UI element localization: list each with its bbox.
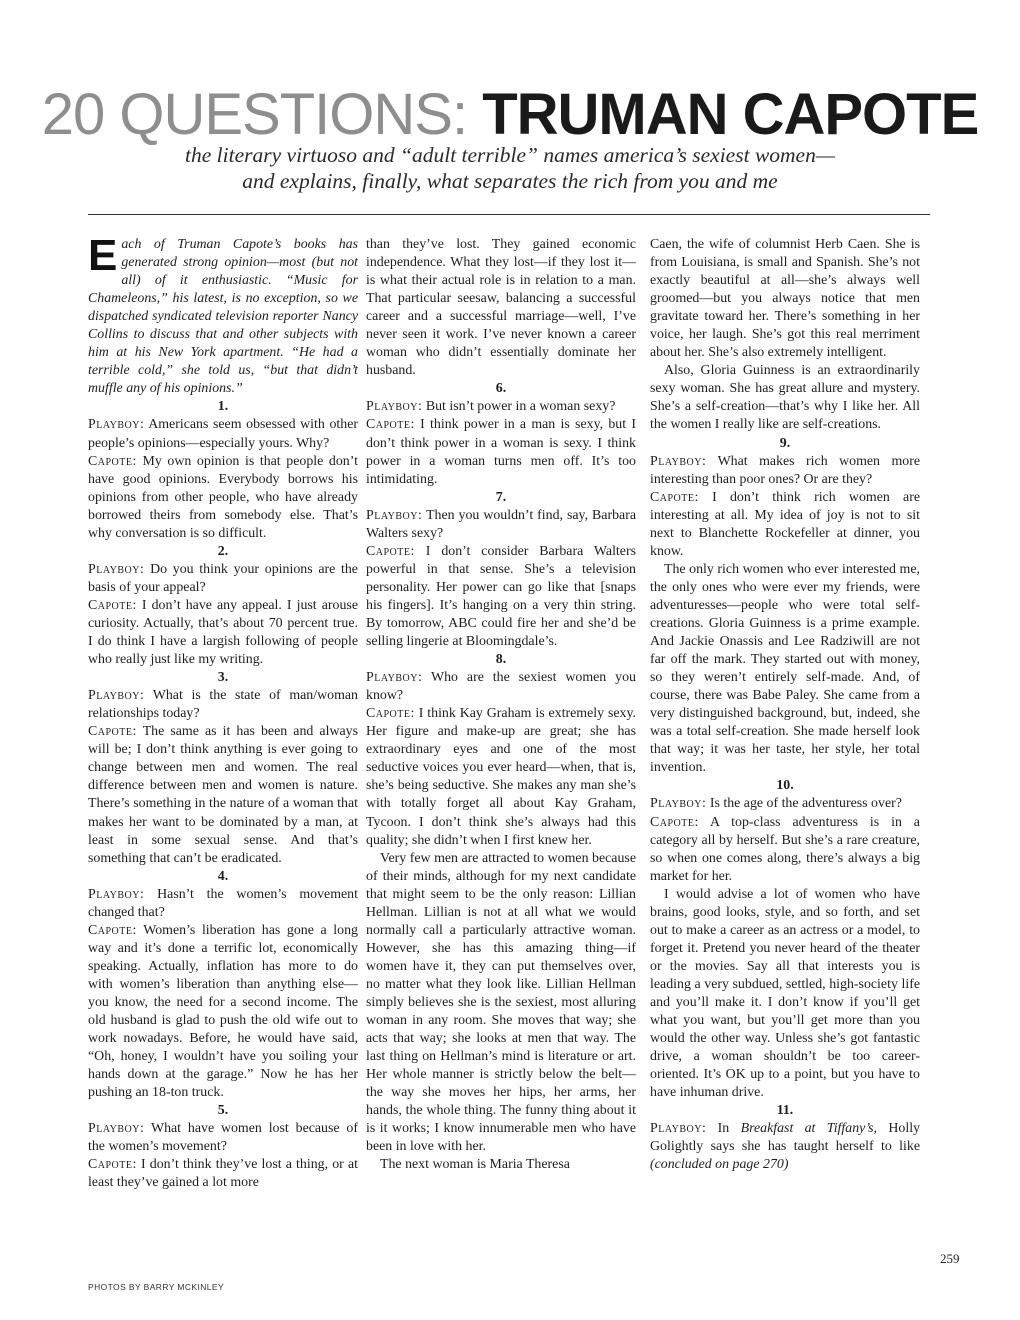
question: Playboy: Is the age of the adventuress over? [650, 796, 902, 812]
answer: Capote: I think Kay Graham is extremely sexy. Her figure and make-up are great; she has extraordinary eyes and one of the most seductive voices you ever heard—when, that is, she’s being seductive. She makes any man she’s with totally forget all about Kay Graham, Tycoon. I don’t think she’s always had this quality; she didn’t when I first knew her. [366, 706, 636, 848]
body-paragraph: than they’ve lost. They gained economic independence. What they lost—if they lost it—is what their actual role is in relation to a man. That particular seesaw, balancing a successful career and a successful marriage—well, I’ve never seen it work. I’ve never known a career woman who didn’t essentially dominate her husband. [366, 237, 636, 379]
question-number: 4. [217, 868, 229, 884]
question-number: 10. [776, 778, 794, 794]
column-1 [88, 231, 358, 1192]
question-number: 6. [495, 381, 507, 397]
answer: Capote: A top-class adventuress is in a category all by herself. But she’s a rare creature, so when one comes along, there’s always a big market for her. [650, 814, 920, 884]
answer: Capote: My own opinion is that people don’t have good opinions. Everybody borrows his opinions from other people, who have already borrowed theirs from somebody else. That’s why conversation is so difficult. [88, 453, 358, 541]
page-number: 259 [940, 1251, 960, 1266]
answer: Capote: I don’t think rich women are interesting at all. My idea of joy is not to sit next to Blanchette Rockefeller at dinner, you know. [650, 489, 920, 559]
continued-note: (concluded on page 270) [650, 1157, 789, 1173]
question-number: 3. [217, 670, 229, 686]
body-paragraph: Caen, the wife of columnist Herb Caen. She is from Louisiana, is small and Spanish. She’s not exactly beautiful at all—she’s always well groomed—but you always notice that men gravitate toward her. There’s something in her voice, her laugh. She’s got this real merriment about her. She’s also extremely intelligent. [650, 237, 920, 361]
page-title: 20 QUESTIONS: TRUMAN CAPOTE [41, 82, 979, 147]
answer: Capote: I don’t think they’ve lost a thing, or at least they’ve gained a lot more [88, 1157, 358, 1191]
answer: Capote: I think power in a man is sexy, but I don’t think power in a woman is sexy. I think power in a woman turns men off. It’s too intimidating. [366, 417, 636, 487]
question: Playboy: What have women lost because of the women’s movement? [88, 1121, 358, 1155]
question-number: 8. [495, 652, 507, 668]
question: Playboy: In Breakfast at Tiffany’s, Holly Golightly says she has taught herself to like (concluded on page 270) [650, 1121, 921, 1173]
body-paragraph: Very few men are attracted to women because of their minds, although for my next candidate that might seem to be the only reason: Lillian Hellman. Lillian is not at all what we would normally call a particularly attractive woman. However, she has this amazing thing—if women have it, they can put themselves over, no matter what they look like. Lillian Hellman simply believes she is the sexiest, most alluring woman in any room. She moves that way; she acts that way; she looks at men that way. The last thing on Hellman’s mind is literature or art. Her whole manner is strictly below the belt—the way she moves her hips, her arms, her hands, the whole thing. The funny thing about it is it works; I know innumerable men who have been in love with her. [366, 850, 636, 1155]
question: Playboy: What is the state of man/woman relationships today? [88, 688, 358, 722]
question: Playboy: Americans seem obsessed with other people’s opinions—especially yours. Why? [88, 417, 358, 451]
subtitle: the literary virtuoso and “adult terrible” names america’s sexiest women— and explains, finally, what separates the rich from you and me [185, 143, 835, 193]
question: Playboy: Do you think your opinions are the basis of your appeal? [88, 561, 358, 595]
question: Playboy: Hasn’t the women’s movement changed that? [88, 886, 358, 920]
drop-cap: E [88, 231, 118, 280]
question-number: 1. [217, 399, 229, 415]
body-paragraph: The next woman is Maria Theresa [380, 1157, 570, 1173]
question-number: 5. [217, 1103, 229, 1119]
body-paragraph: The only rich women who ever interested me, the only ones who were ever my friends, were adventuresses—people who were total self-creations. Gloria Guinness is a prime example. And Jackie Onassis and Lee Radziwill are not far off the mark. They started out with money, so they weren’t entirely self-made. And, of course, there was Babe Paley. She came from a very distinguished background, but, indeed, she was a total self-creation. She made herself look that way; it was her taste, her style, her total invention. [650, 561, 920, 776]
question-number: 9. [779, 435, 791, 451]
column-3 [650, 236, 920, 1174]
question: Playboy: But isn’t power in a woman sexy? [366, 399, 616, 415]
answer: Capote: The same as it has been and always will be; I don’t think anything is ever going to change between men and women. The real difference between men and women is nature. There’s something in the nature of a woman that makes her want to be dominated by a man, at least in some sexual sense. And that’s something that can’t be eradicated. [88, 724, 358, 866]
body-paragraph: Also, Gloria Guinness is an extraordinarily sexy woman. She has great allure and mystery. She’s a self-creation—that’s why I like her. All the women I really like are self-creations. [650, 363, 920, 433]
photo-credit: PHOTOS BY BARRY MCKINLEY [88, 1282, 225, 1292]
question-number: 11. [776, 1103, 794, 1119]
header-rule [88, 214, 930, 215]
question-number: 2. [217, 543, 229, 559]
answer: Capote: Women’s liberation has gone a long way and it’s done a terrific lot, economically speaking. Actually, inflation has more to do with women’s liberation than anything else—you know, the need for a second income. The old husband is glad to push the old wife out to work nowadays. Before, he would have said, “Oh, honey, I wouldn’t have you soiling your hands down at the garage.” Now he has her pushing an 18-ton truck. [88, 922, 358, 1101]
intro-paragraph: Each of Truman Capote’s books has generated strong opinion—most (but not all) of it enthusiastic. “Music for Chameleons,” his latest, is no exception, so we dispatched syndicated television reporter Nancy Collins to discuss that and other subjects with him at his New York apartment. “He had a terrible cold,” she told us, “but that didn’t muffle any of his opinions.” [88, 231, 358, 397]
question-number: 7. [495, 489, 507, 505]
question: Playboy: Who are the sexiest women you know? [366, 670, 636, 704]
body-paragraph: I would advise a lot of women who have brains, good looks, style, and so forth, and set out to make a career as an actress or a model, to forget it. Pretend you never heard of the theater or the movies. Say all that interests you is leading a very subdued, settled, high-society life and you’ll make it. I don’t know if you’ll get what you want, but you’ll get more than you would the other way. Unless she’s got fantastic drive, a woman shouldn’t be too career-oriented. It’s OK up to a point, but you have to have inhuman drive. [650, 886, 920, 1101]
question: Playboy: Then you wouldn’t find, say, Barbara Walters sexy? [366, 507, 636, 541]
answer: Capote: I don’t have any appeal. I just arouse curiosity. Actually, that’s about 70 percent true. I do think I have a largish following of people who really just like my writing. [88, 597, 358, 668]
answer: Capote: I don’t consider Barbara Walters powerful in that sense. She’s a television personality. Her power can go like that [snaps his fingers]. It’s hanging on a very thin string. By tomorrow, ABC could fire her and she’d be selling lingerie at Bloomingdale’s. [366, 543, 636, 650]
question: Playboy: What makes rich women more interesting than poor ones? Or are they? [650, 453, 920, 487]
column-2 [366, 236, 636, 1174]
